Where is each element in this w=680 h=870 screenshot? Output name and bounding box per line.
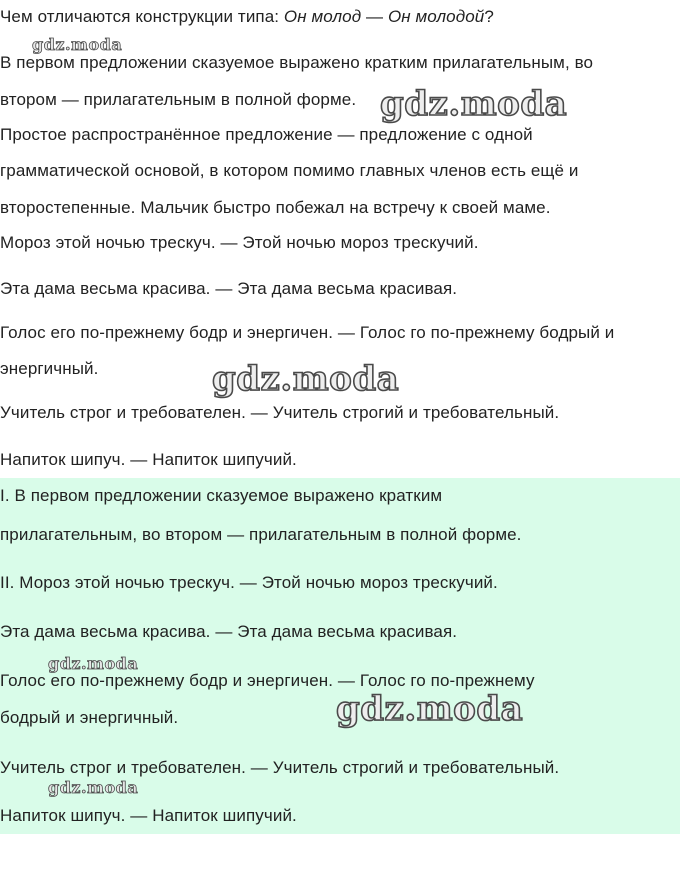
question-example-2: Он молодой xyxy=(387,7,485,26)
question-text xyxy=(0,6,494,28)
answer-1-line: Мороз этой ночью трескуч. — Этой ночью мороз трескучий. xyxy=(0,233,479,252)
answer-2-line: Учитель строг и требователен. — Учитель строгий и требовательный. xyxy=(0,758,560,777)
answer-1-line: грамматической основой, в котором помимо главных членов есть ещё и xyxy=(0,161,579,180)
question-suffix: ? xyxy=(484,7,494,26)
answer-1-line: второстепенные. Мальчик быстро побежал на встречу к своей маме. xyxy=(0,198,551,217)
answer-1-line: Учитель строг и требователен. — Учитель строгий и требовательный. xyxy=(0,403,560,422)
answer-2-line: бодрый и энергичный. xyxy=(0,708,179,727)
question-prefix: Чем отличаются конструкции типа: xyxy=(0,7,284,26)
answer-2-line: Эта дама весьма красива. — Эта дама весьма красивая. xyxy=(0,622,458,641)
watermark-logo: gdz.moda xyxy=(32,35,123,54)
answer-1-line: Голос его по-прежнему бодр и энергичен. — Голос го по-прежнему бодрый и xyxy=(0,323,615,342)
answer-1-line: Эта дама весьма красива. — Эта дама весьма красивая. xyxy=(0,279,458,298)
answer-1-line: втором — прилагательным в полной форме. xyxy=(0,90,357,109)
watermark-logo: gdz.moda xyxy=(212,359,400,399)
answer-2-line: прилагательным, во втором — прилагательным в полной форме. xyxy=(0,525,522,544)
question-dash: — xyxy=(361,7,388,26)
watermark-logo: gdz.moda xyxy=(48,778,139,797)
answer-1-line: энергичный. xyxy=(0,359,99,378)
answer-2-line: Голос его по-прежнему бодр и энергичен. — Голос го по-прежнему xyxy=(0,671,535,690)
answer-1-line: Простое распространённое предложение — предложение с одной xyxy=(0,125,533,144)
answer-2-line: I. В первом предложении сказуемое выражено кратким xyxy=(0,486,443,505)
answer-2-line: Напиток шипуч. — Напиток шипучий. xyxy=(0,806,297,825)
answer-1-line: В первом предложении сказуемое выражено кратким прилагательным, во xyxy=(0,53,594,72)
watermark-logo: gdz.moda xyxy=(380,84,568,124)
question-example-1: Он молод xyxy=(283,7,362,26)
watermark-logo: gdz.moda xyxy=(336,689,524,729)
answer-2-line: II. Мороз этой ночью трескуч. — Этой ночью мороз трескучий. xyxy=(0,573,498,592)
answer-1-line: Напиток шипуч. — Напиток шипучий. xyxy=(0,450,297,469)
watermark-logo: gdz.moda xyxy=(48,654,139,673)
